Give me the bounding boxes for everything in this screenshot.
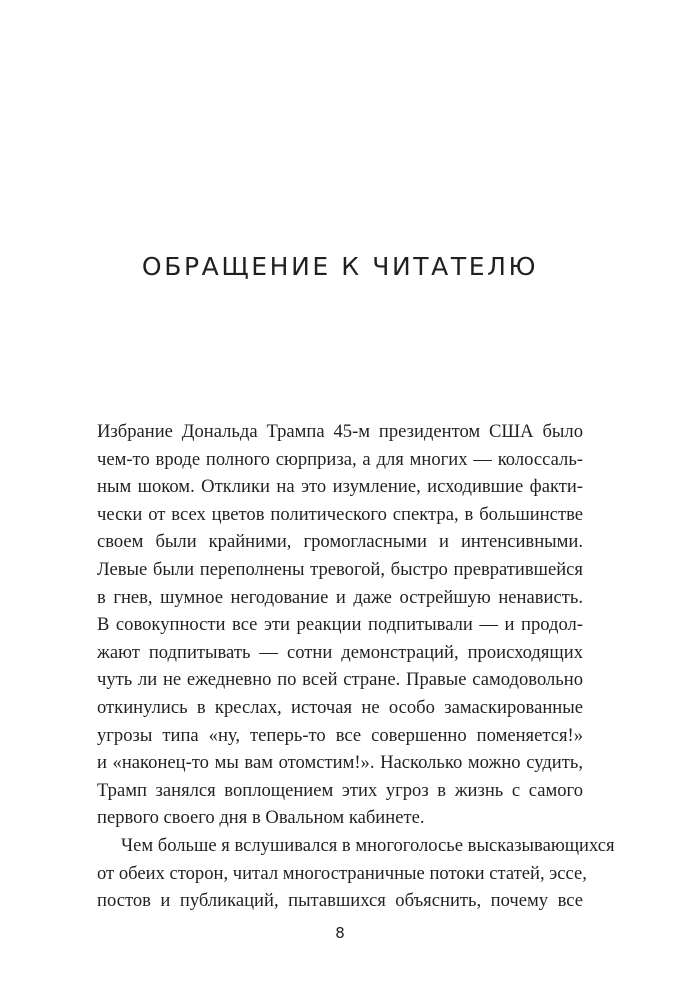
text-line: чуть ли не ежедневно по всей стране. Правые самодовольно: [97, 669, 583, 691]
text-line: жают подпитывать — сотни демонстраций, происходящих: [97, 641, 583, 663]
page-number: 8: [335, 924, 345, 942]
text-line: и «наконец-то мы вам отомстим!». Насколько можно судить,: [97, 752, 583, 774]
body-text: [97, 418, 615, 915]
text-line: Чем больше я вслушивался в многоголосье высказывающихся: [121, 834, 615, 856]
text-line: Трамп занялся воплощением этих угроз в жизнь с самого: [97, 779, 583, 801]
text-line: чески от всех цветов политического спектра, в большинстве: [97, 503, 583, 525]
text-line: постов и публикаций, пытавшихся объяснить, почему все: [97, 890, 583, 912]
chapter-title: ОБРАЩЕНИЕ К ЧИТАТЕЛЮ: [141, 252, 539, 281]
text-line: своем были крайними, громогласными и интенсивными.: [97, 531, 583, 553]
text-line: чем-то вроде полного сюрприза, а для многих — колоссаль-: [97, 448, 583, 470]
text-line: В совокупности все эти реакции подпитывали — и продол-: [97, 614, 583, 636]
paragraph: [97, 832, 615, 915]
paragraph: [97, 418, 583, 832]
text-line: первого своего дня в Овальном кабинете.: [97, 807, 425, 829]
text-line: Избрание Дональда Трампа 45-м президентом США было: [97, 421, 583, 442]
text-line: ным шоком. Отклики на это изумление, исходившие факти-: [97, 476, 583, 498]
text-line: от обеих сторон, читал многостраничные потоки статей, эссе,: [97, 862, 587, 884]
text-line: откинулись в креслах, источая не особо замаскированные: [97, 696, 583, 718]
text-line: угрозы типа «ну, теперь-то все совершенно поменяется!»: [97, 724, 583, 746]
text-line: в гнев, шумное негодование и даже острейшую ненависть.: [97, 586, 583, 608]
text-line: Левые были переполнены тревогой, быстро превратившейся: [97, 558, 583, 580]
